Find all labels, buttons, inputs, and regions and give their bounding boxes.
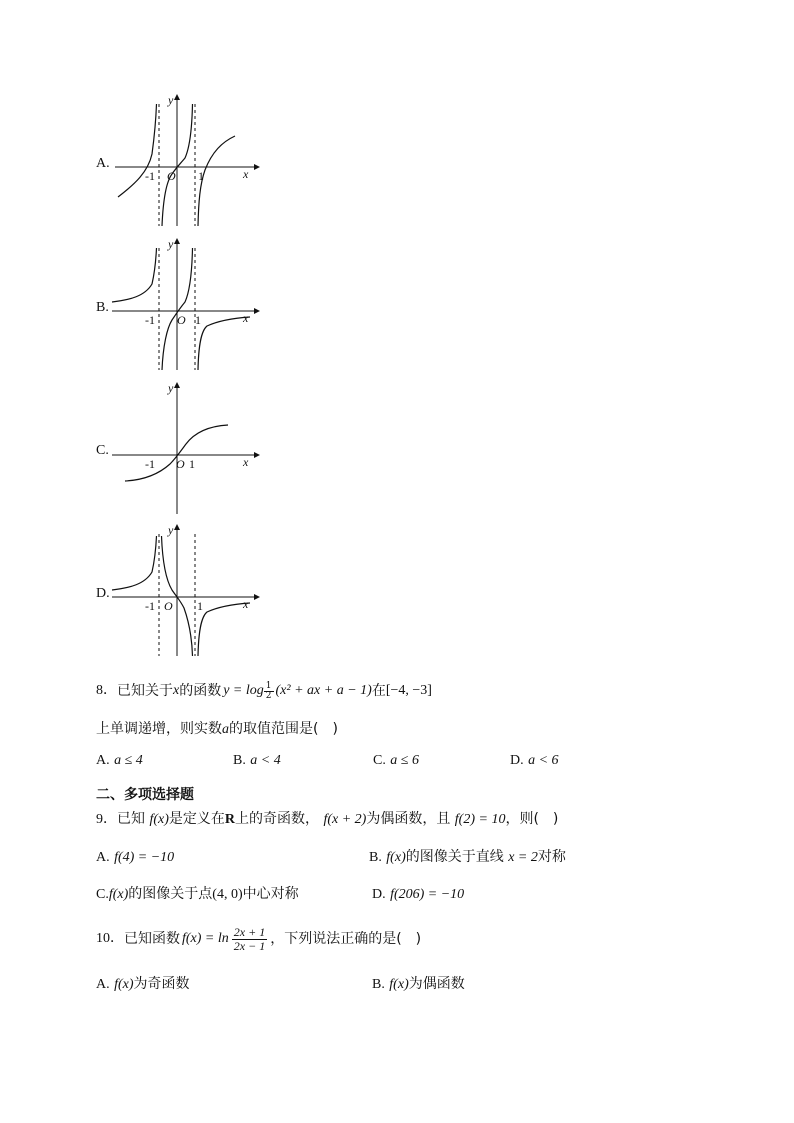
graph-c-tick-neg: -1 — [145, 457, 155, 471]
graph-a-tick-neg: -1 — [145, 169, 155, 183]
q8-option-b-expr: a < 4 — [250, 753, 281, 768]
q8-arg: (x² + ax + a − 1) — [275, 683, 372, 698]
graph-c — [110, 380, 260, 516]
graph-c-tick-pos: 1 — [189, 457, 195, 471]
graph-d-curve-left — [112, 536, 157, 590]
graph-d-tick-neg: -1 — [145, 599, 155, 613]
q8-line2 — [96, 720, 338, 739]
graph-a-origin: O — [167, 169, 176, 183]
q8-interval: [−4, −3] — [385, 683, 432, 698]
q8-option-b[interactable]: B. a < 4 — [233, 753, 281, 768]
graph-a — [110, 92, 260, 228]
q8-option-a-expr: a ≤ 4 — [114, 753, 143, 768]
q8-text-in: 在 — [371, 683, 386, 699]
q9-f2: f(2) = 10 — [454, 812, 506, 827]
graph-b-curve-left — [112, 248, 157, 302]
q8-option-c-expr: a ≤ 6 — [390, 753, 419, 768]
q10-option-b[interactable]: B. f(x)为偶函数 — [372, 976, 465, 992]
q8-option-d[interactable]: D. a < 6 — [510, 753, 559, 768]
graph-b-label: B. — [96, 300, 109, 315]
q9-option-c[interactable]: C.f(x)的图像关于点(4, 0)中心对称 — [96, 886, 299, 902]
q8-option-c[interactable]: C. a ≤ 6 — [373, 753, 419, 768]
graph-d-label: D. — [96, 586, 110, 601]
q9-number: 9． — [96, 812, 117, 827]
q9-stem: 9．已知 f(x)是定义在R上的奇函数， f(x + 2)为偶函数，且 f(2) = 10，则( ) — [96, 811, 559, 827]
q8-option-a[interactable]: A. a ≤ 4 — [96, 753, 143, 768]
q9-option-b[interactable]: B. f(x)的图像关于直线 x = 2对称 — [369, 849, 566, 865]
graph-b — [110, 236, 260, 372]
q8-line2-post: 的取值范围是( ) — [229, 721, 338, 737]
q10-option-a[interactable]: A. f(x)为奇函数 — [96, 976, 190, 992]
graph-d — [110, 522, 260, 658]
q8-number: 8． — [96, 683, 117, 698]
graph-a-x-label: x — [243, 167, 249, 181]
q10-number: 10． — [96, 931, 124, 946]
graph-d-origin: O — [164, 599, 173, 613]
q9-fx2: f(x + 2) — [323, 812, 367, 827]
graph-c-origin: O — [176, 457, 185, 471]
q9-fx: f(x) — [149, 812, 169, 827]
q9-option-d[interactable]: D. f(206) = −10 — [372, 887, 465, 902]
graph-b-x-label: x — [243, 311, 249, 325]
q8-y-eq: y = log — [223, 683, 264, 698]
graph-b-y-label: y — [168, 237, 174, 251]
q8-log-base: $\frac{1}{2}$ — [265, 680, 272, 701]
graph-c-x-label: x — [243, 455, 249, 469]
q10-fraction: $\frac{2x + 1}{2x - 1}$ — [233, 924, 266, 953]
graph-a-y-label: y — [168, 93, 174, 107]
q8-text-func: 的函数 — [179, 683, 222, 699]
section-title: 二、多项选择题 — [96, 787, 194, 803]
graph-d-tick-pos: 1 — [197, 599, 203, 613]
q8-line1 — [96, 676, 432, 706]
graph-c-label: C. — [96, 443, 109, 458]
q8-text-pre: 已知关于 — [117, 683, 173, 699]
q9-option-a[interactable]: A. f(4) = −10 — [96, 850, 175, 865]
q10-fx: f(x) = ln — [182, 931, 229, 946]
graph-d-y-label: y — [168, 523, 174, 537]
q8-var-a: a — [222, 722, 229, 737]
q10-stem: 10． 已知函数 f(x) = ln $\frac{2x + 1}{2x - 1}$ ，下列说法正确的是( ) — [96, 924, 422, 953]
q9-R: R — [224, 812, 236, 827]
graph-c-y-label: y — [168, 381, 174, 395]
graph-b-tick-pos: 1 — [195, 313, 201, 327]
q8-option-d-expr: a < 6 — [528, 753, 559, 768]
q8-line2-pre: 上单调递增，则实数 — [96, 721, 222, 737]
graph-b-origin: O — [177, 313, 186, 327]
graph-a-label: A. — [96, 156, 110, 171]
graph-b-tick-neg: -1 — [145, 313, 155, 327]
graph-d-x-label: x — [243, 597, 249, 611]
graph-a-tick-pos: 1 — [198, 169, 204, 183]
graph-a-curve-left — [118, 104, 157, 197]
q8-var-x: x — [173, 683, 180, 698]
